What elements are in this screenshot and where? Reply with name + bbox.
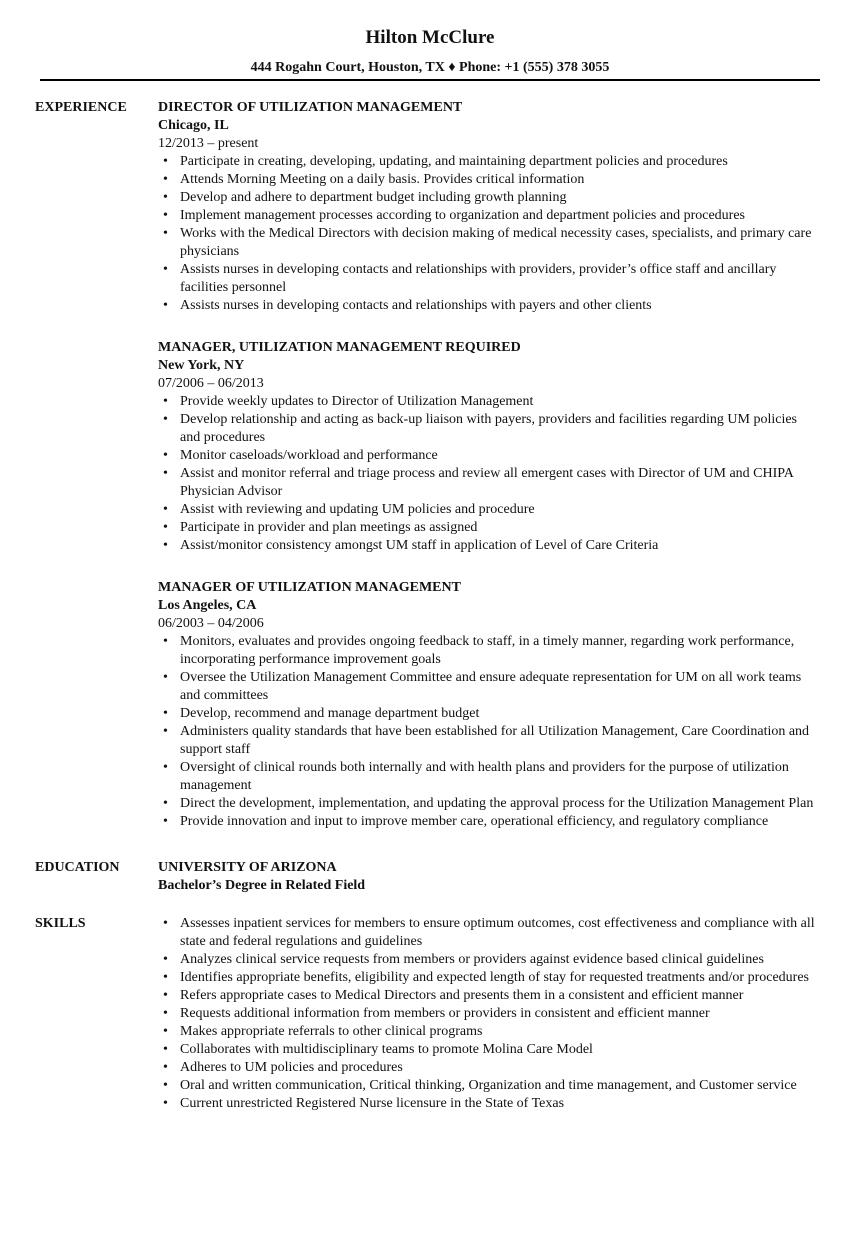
job-bullet: • Develop relationship and acting as back-up liaison with payers, providers and facilities regarding UM policies and procedures xyxy=(180,411,820,447)
skills-label: SKILLS xyxy=(35,916,86,931)
candidate-name: Hilton McClure xyxy=(365,27,495,48)
header-divider xyxy=(40,79,820,81)
job-entry xyxy=(158,339,820,555)
experience-body xyxy=(158,99,820,831)
contact-line: 444 Rogahn Court, Houston, TX ♦ Phone: +1 (555) 378 3055 xyxy=(250,60,610,75)
job-location: New York, NY xyxy=(158,358,245,373)
job-bullet: • Administers quality standards that have been established for all Utilization Management, Care Coordination and support staff xyxy=(180,723,820,759)
job-location: Chicago, IL xyxy=(158,118,229,133)
job-bullet: • Provide weekly updates to Director of Utilization Management xyxy=(180,393,820,411)
skill-item: • Adheres to UM policies and procedures xyxy=(180,1059,820,1077)
education-degree: Bachelor’s Degree in Related Field xyxy=(158,878,366,893)
job-entry xyxy=(158,579,820,831)
job-bullet: • Works with the Medical Directors with decision making of medical necessity cases, specialists, and primary care physicians xyxy=(180,225,820,261)
job-bullet: • Participate in provider and plan meetings as assigned xyxy=(180,519,820,537)
job-bullet: • Develop, recommend and manage department budget xyxy=(180,705,820,723)
job-bullet: • Provide innovation and input to improve member care, operational efficiency, and regulatory compliance xyxy=(180,813,820,831)
job-dates: 07/2006 – 06/2013 xyxy=(158,376,264,391)
job-bullets xyxy=(158,153,820,315)
job-dates: 06/2003 – 04/2006 xyxy=(158,616,264,631)
job-bullets xyxy=(158,393,820,555)
job-bullets xyxy=(158,633,820,831)
skills-list xyxy=(158,915,820,1113)
skills-body xyxy=(158,915,820,1113)
job-bullet: • Monitors, evaluates and provides ongoing feedback to staff, in a timely manner, regarding work performance, incorporating performance improvement goals xyxy=(180,633,820,669)
skill-item: • Makes appropriate referrals to other clinical programs xyxy=(180,1023,820,1041)
skill-item: • Current unrestricted Registered Nurse licensure in the State of Texas xyxy=(180,1095,820,1113)
job-bullet: • Assists nurses in developing contacts and relationships with payers and other clients xyxy=(180,297,820,315)
education-section xyxy=(35,859,820,895)
skill-item: • Refers appropriate cases to Medical Directors and presents them in a consistent and efficient manner xyxy=(180,987,820,1005)
job-bullet: • Assist and monitor referral and triage process and review all emergent cases with Director of UM and CHIPA Physician Advisor xyxy=(180,465,820,501)
skill-item: • Assesses inpatient services for members to ensure optimum outcomes, cost effectiveness and compliance with all state and federal regulations and guidelines xyxy=(180,915,820,951)
skill-item: • Oral and written communication, Critical thinking, Organization and time management, and Customer service xyxy=(180,1077,820,1095)
job-bullet: • Monitor caseloads/workload and performance xyxy=(180,447,820,465)
skill-item: • Identifies appropriate benefits, eligibility and expected length of stay for requested treatments and/or procedures xyxy=(180,969,820,987)
skill-item: • Collaborates with multidisciplinary teams to promote Molina Care Model xyxy=(180,1041,820,1059)
job-bullet: • Assists nurses in developing contacts and relationships with providers, provider’s office staff and ancillary facilities personnel xyxy=(180,261,820,297)
skill-item: • Analyzes clinical service requests from members or providers against evidence based clinical guidelines xyxy=(180,951,820,969)
skill-item: • Requests additional information from members or providers in consistent and efficient manner xyxy=(180,1005,820,1023)
job-bullet: • Participate in creating, developing, updating, and maintaining department policies and procedures xyxy=(180,153,820,171)
job-title: DIRECTOR OF UTILIZATION MANAGEMENT xyxy=(158,100,463,115)
job-bullet: • Assist/monitor consistency amongst UM staff in application of Level of Care Criteria xyxy=(180,537,820,555)
job-location: Los Angeles, CA xyxy=(158,598,257,613)
education-school: UNIVERSITY OF ARIZONA xyxy=(158,860,337,875)
job-title: MANAGER OF UTILIZATION MANAGEMENT xyxy=(158,580,461,595)
education-label: EDUCATION xyxy=(35,860,120,875)
job-dates: 12/2013 – present xyxy=(158,136,259,151)
resume-header xyxy=(40,26,820,77)
job-entry xyxy=(158,99,820,315)
job-bullet: • Attends Morning Meeting on a daily basis. Provides critical information xyxy=(180,171,820,189)
job-bullet: • Oversee the Utilization Management Committee and ensure adequate representation for UM on all work teams and committees xyxy=(180,669,820,705)
experience-label: EXPERIENCE xyxy=(35,100,127,115)
education-body xyxy=(158,859,820,895)
job-title: MANAGER, UTILIZATION MANAGEMENT REQUIRED xyxy=(158,340,521,355)
job-bullet: • Implement management processes according to organization and department policies and procedures xyxy=(180,207,820,225)
job-bullet: • Oversight of clinical rounds both internally and with health plans and providers for the purpose of utilization management xyxy=(180,759,820,795)
job-bullet: • Direct the development, implementation, and updating the approval process for the Utilization Management Plan xyxy=(180,795,820,813)
job-bullet: • Develop and adhere to department budget including growth planning xyxy=(180,189,820,207)
job-bullet: • Assist with reviewing and updating UM policies and procedure xyxy=(180,501,820,519)
experience-section xyxy=(35,99,820,831)
skills-section xyxy=(35,915,820,1113)
